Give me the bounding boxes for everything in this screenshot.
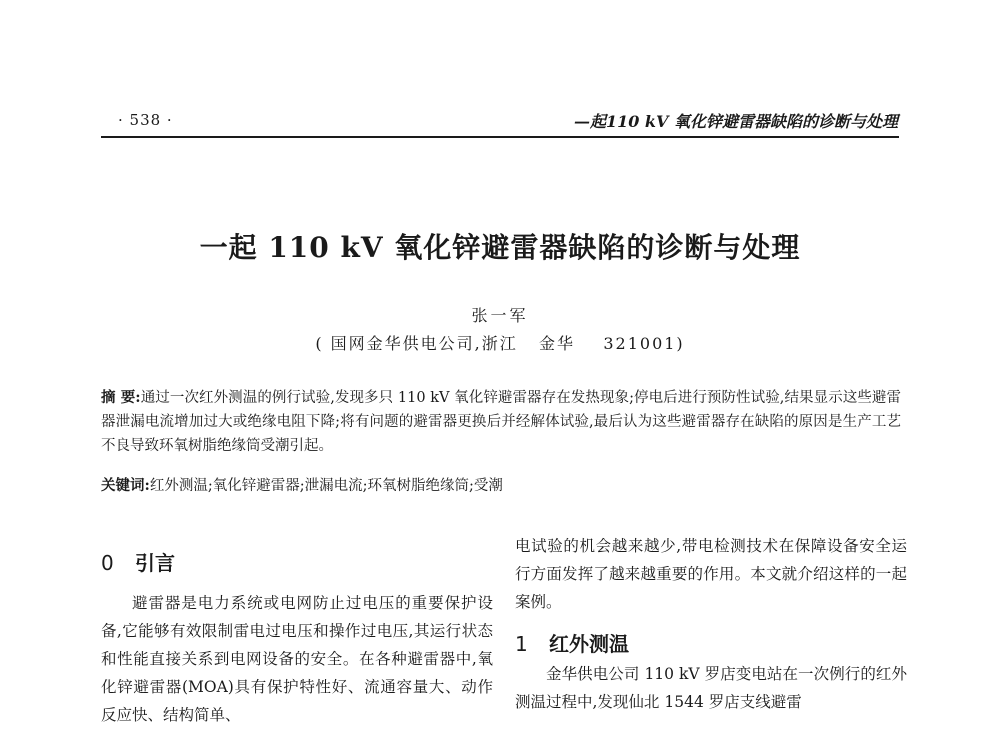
affiliation: ( 国网金华供电公司,浙江 金华 321001): [315, 334, 685, 353]
abstract-label: 摘 要:: [101, 389, 141, 406]
keywords-text: 红外测温;氧化锌避雷器;泄漏电流;环氧树脂绝缘筒;受潮: [149, 478, 503, 494]
section-heading-introduction: [101, 545, 493, 589]
section-number: 0: [101, 551, 114, 575]
running-header: —起110 kV 氧化锌避雷器缺陷的诊断与处理: [573, 112, 898, 131]
section-number: 1: [515, 632, 528, 656]
keywords-label: 关键词:: [101, 477, 150, 494]
section-heading-infrared: [515, 616, 907, 660]
abstract-text: 通过一次红外测温的例行试验,发现多只 110 kV 氧化锌避雷器存在发热现象;停电后进行预防性试验,结果显示这些避雷器泄漏电流增加过大或绝缘电阻下降;将有问题的避雷器更换后并经解体试验,最后认为这些避雷器存在缺陷的原因是生产工艺不良导致环氧树脂绝缘筒受潮引起。: [101, 390, 901, 454]
left-column: [101, 545, 493, 729]
right-column: [515, 532, 907, 716]
author: 张一军: [471, 306, 529, 325]
infrared-paragraph: 金华供电公司 110 kV 罗店变电站在一次例行的红外测温过程中,发现仙北 1544 罗店支线避雷: [515, 665, 907, 711]
section-title: 引言: [135, 551, 175, 575]
paper-title: 一起 110 kV 氧化锌避雷器缺陷的诊断与处理: [199, 231, 801, 264]
header-rule: [101, 136, 899, 138]
introduction-paragraph: 避雷器是电力系统或电网防止过电压的重要保护设备,它能够有效限制雷电过电压和操作过电压,其运行状态和性能直接关系到电网设备的安全。在各种避雷器中,氧化锌避雷器(MOA)具有保护特性好、流通容量大、动作反应快、结构简单、: [101, 594, 493, 724]
section-title: 红外测温: [549, 632, 629, 656]
page-number: · 538 ·: [118, 111, 173, 129]
introduction-continuation: 电试验的机会越来越少,带电检测技术在保障设备安全运行方面发挥了越来越重要的作用。本文就介绍这样的一起案例。: [515, 537, 907, 611]
keywords: [101, 474, 901, 498]
abstract: [101, 386, 901, 458]
